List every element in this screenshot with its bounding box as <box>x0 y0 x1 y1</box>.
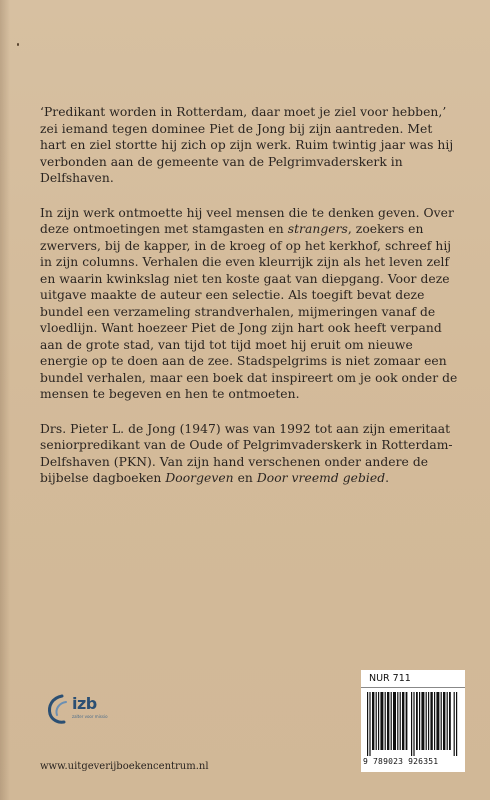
paragraph-author-end: . <box>385 471 390 485</box>
blurb-paragraph-author <box>40 421 460 487</box>
publisher-logo-tagline: zalter voor missio <box>72 714 108 719</box>
publisher-website: www.uitgeverijboekencentrum.nl <box>40 761 209 772</box>
blurb-paragraph-content <box>40 205 460 403</box>
paragraph-author-a: Drs. Pieter L. de Jong (1947) was van 1992 tot aan zijn emeritaat seniorpredikant van de Oude of Pelgrimvaderskerk in Rotterdam-Delfshaven (PKN). Van zijn hand verschenen onder andere de bijbelse dagboeken <box>40 421 453 485</box>
nur-code: NUR 711 <box>369 673 411 684</box>
blurb-text <box>40 104 460 487</box>
isbn-number: 9 789023 926351 <box>363 757 439 766</box>
isbn-barcode-panel <box>361 670 465 772</box>
izb-logo-icon <box>44 692 74 726</box>
paragraph-content-italic: strangers <box>287 222 348 236</box>
paragraph-author-mid: en <box>233 471 257 485</box>
book-title-doorgeven: Doorgeven <box>165 471 234 485</box>
book-title-door-vreemd-gebied: Door vreemd gebied <box>256 471 386 485</box>
blurb-paragraph-intro <box>40 104 460 187</box>
nur-divider <box>361 687 465 688</box>
spine-shadow <box>0 0 10 800</box>
paragraph-content-a: In zijn werk ontmoette hij veel mensen die te denken geven. Over deze ontmoetingen met stamgasten en <box>40 205 454 236</box>
paragraph-content-b: , zoekers en zwervers, bij de kapper, in de kroeg of op het kerkhof, schreef hij in zijn columns. Verhalen die even kleurrijk zijn als het leven zelf en waarin kwinkslag niet ten koste gaat van diepgang. Voor deze uitgave maakte de auteur een selectie. Als toegift bevat deze bundel een verzameling strandverhalen, mijmeringen vanaf de vloedlijn. Want hoezeer Piet de Jong zijn hart ook heeft verpand aan de grote stad, van tijd tot tijd moet hij eruit om nieuwe energie op te doen aan de zee. Stadspelgrims is niet zomaar een bundel verhalen, maar een boek dat inspireert om je ook onder de mensen te begeven en hen te ontmoeten. <box>40 222 458 401</box>
paragraph-intro-text: ‘Predikant worden in Rotterdam, daar moet je ziel voor hebben,’ zei iemand tegen dominee Piet de Jong bij zijn aantreden. Met hart en ziel stortte hij zich op zijn werk. Ruim twintig jaar was hij verbonden aan de gemeente van de Pelgrimvaderskerk in Delfshaven. <box>40 105 454 185</box>
publisher-logo <box>44 692 114 732</box>
print-speck <box>17 43 19 46</box>
barcode-icon <box>367 692 459 756</box>
publisher-logo-text: izb <box>72 694 97 713</box>
